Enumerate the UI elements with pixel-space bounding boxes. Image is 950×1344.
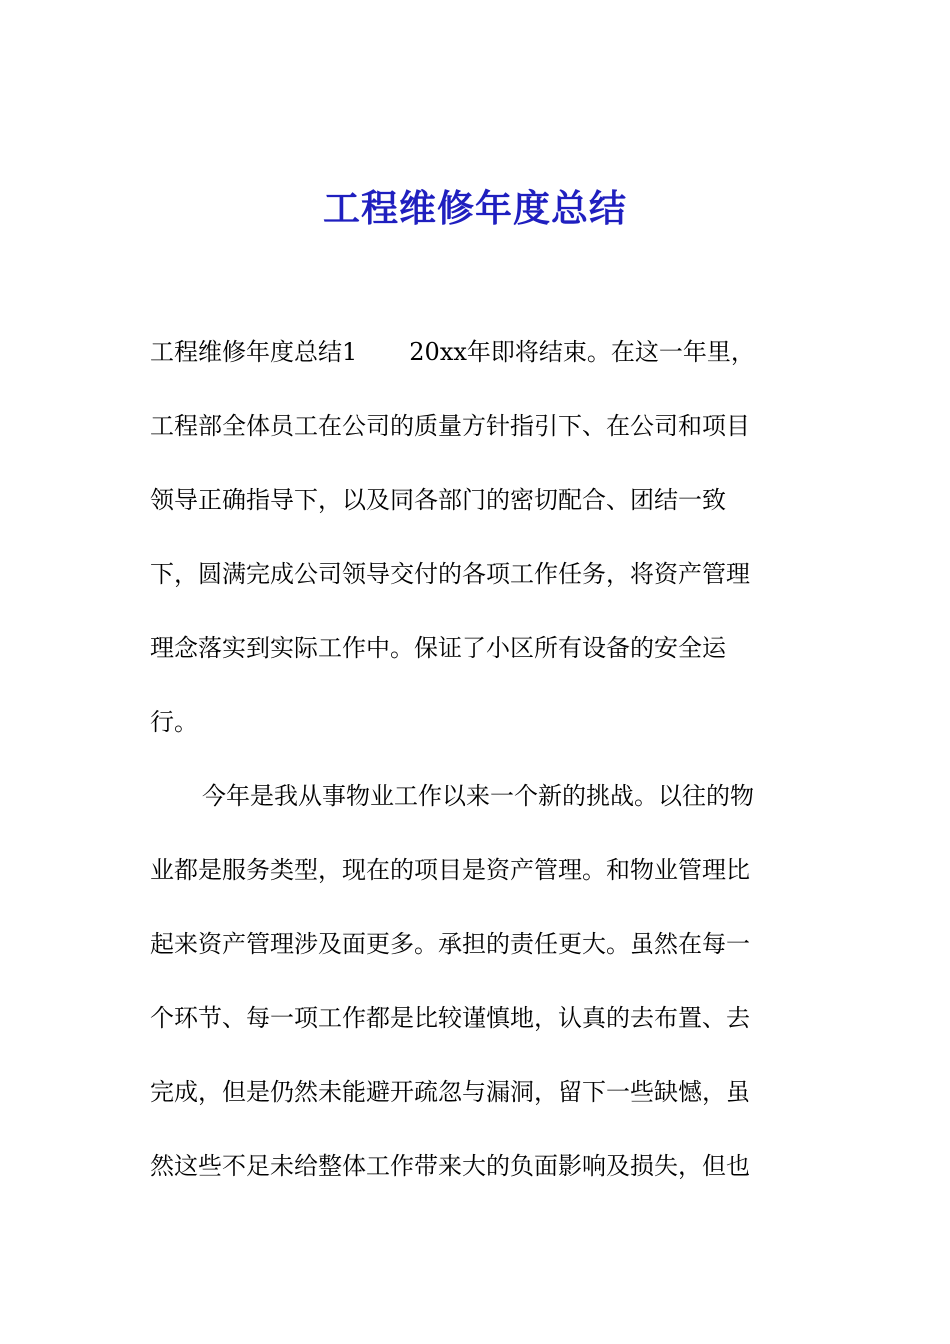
paragraph-1-line-3: 领导正确指导下，以及同各部门的密切配合、团结一致 xyxy=(150,486,726,514)
paragraph-2-line-3: 起来资产管理涉及面更多。承担的责任更大。虽然在每一 xyxy=(150,930,750,958)
paragraph-1-line-6: 行。 xyxy=(150,708,198,736)
paragraph-1-line-4: 下，圆满完成公司领导交付的各项工作任务，将资产管理 xyxy=(150,560,750,588)
paragraph-2-line-4: 个环节、每一项工作都是比较谨慎地，认真的去布置、去 xyxy=(150,1004,750,1032)
document-body xyxy=(150,330,800,1218)
paragraph-2-line-1: 今年是我从事物业工作以来一个新的挑战。以往的物 xyxy=(202,782,754,810)
paragraph-2-line-2: 业都是服务类型，现在的项目是资产管理。和物业管理比 xyxy=(150,856,750,884)
paragraph-1-line-1 xyxy=(150,330,800,404)
paragraph-2-line-6: 然这些不足未给整体工作带来大的负面影响及损失，但也 xyxy=(150,1152,750,1180)
section-heading: 工程维修年度总结1 xyxy=(150,338,358,366)
paragraph-1-line-5: 理念落实到实际工作中。保证了小区所有设备的安全运 xyxy=(150,634,726,662)
document-title: 工程维修年度总结 xyxy=(323,186,627,230)
paragraph-2-line-5: 完成，但是仍然未能避开疏忽与漏洞，留下一些缺憾，虽 xyxy=(150,1078,750,1106)
paragraph-1-line-2: 工程部全体员工在公司的质量方针指引下、在公司和项目 xyxy=(150,412,750,440)
paragraph-text: 20xx年即将结束。在这一年里， xyxy=(409,338,755,366)
